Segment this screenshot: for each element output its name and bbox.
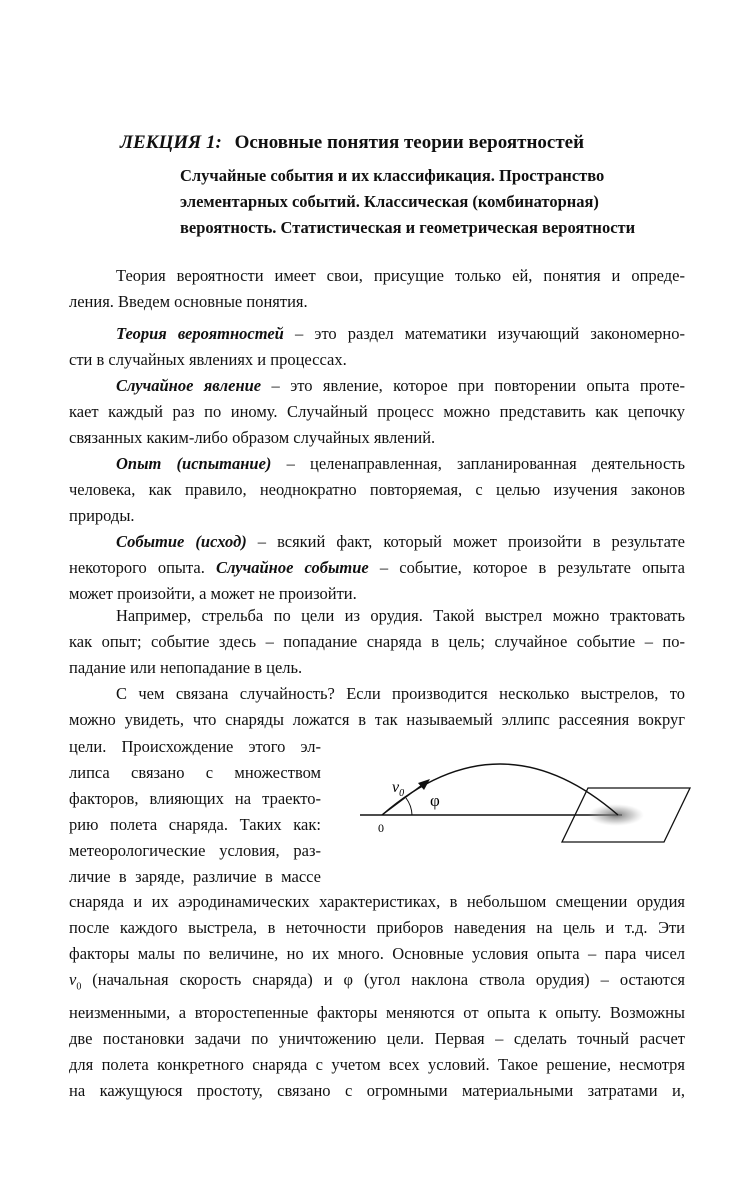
text-line: после каждого выстрела, в неточности приборов наведения на цель и т.д. Эти xyxy=(69,917,685,937)
text-line: падание или непопадание в цель. xyxy=(69,657,303,677)
trajectory-figure xyxy=(360,748,700,848)
text-line: может произойти, а может не произойти. xyxy=(69,583,357,603)
paragraph-intro xyxy=(69,263,685,315)
text-line: как опыт; событие здесь – попадание снаряда в цель; случайное событие – по- xyxy=(69,631,685,651)
paragraph-event xyxy=(69,529,685,607)
text-line: факторов, влияющих на траекто- xyxy=(69,789,321,808)
paragraph-probability-theory xyxy=(69,321,685,373)
trajectory-curve xyxy=(382,764,618,815)
text-line: цели. Происхождение этого эл- xyxy=(69,737,321,756)
text-line: Например, стрельба по цели из орудия. Такой выстрел можно трактовать xyxy=(116,606,685,625)
lecture-title: Основные понятия теории вероятностей xyxy=(234,132,585,153)
term-random-event: Случайное событие xyxy=(216,557,369,577)
text-line: Теория вероятности имеет свои, присущие только ей, понятия и опреде- xyxy=(116,266,685,285)
text-fragment: – это раздел математики изучающий закономерно- xyxy=(283,324,685,343)
velocity-symbol: v xyxy=(69,969,77,989)
paragraph-experiment xyxy=(69,451,685,529)
lecture-subheading xyxy=(180,163,700,241)
text-line: две постановки задачи по уничтожению цели. Первая – сделать точный расчет xyxy=(69,1028,685,1048)
term-probability-theory: Теория вероятностей xyxy=(116,324,284,343)
text-fragment: – это явление, которое при повторении опыта проте- xyxy=(261,376,685,395)
origin-label: 0 xyxy=(378,821,384,835)
text-line: факторы малы по величине, но их много. Основные условия опыта – пара чисел xyxy=(69,943,685,963)
velocity-label: $v_0$ xyxy=(392,779,405,799)
text-line: природы. xyxy=(69,505,135,525)
subheading-line: вероятность. Статистическая и геометрическая вероятности xyxy=(180,218,636,237)
text-line: липса связано с множеством xyxy=(69,763,321,782)
text-fragment: – всякий факт, который может произойти в результате xyxy=(246,532,685,551)
angle-arc xyxy=(406,798,412,815)
dispersion-ellipse xyxy=(588,804,644,826)
text-line: неизменными, а второстепенные факторы меняются от опыта к опыту. Возможны xyxy=(69,1002,685,1022)
text-line: личие в заряде, различие в массе xyxy=(69,867,321,886)
text-line: кает каждый раз по иному. Случайный процесс можно представить как цепочку xyxy=(69,401,685,421)
text-line: метеорологические условия, раз- xyxy=(69,841,321,860)
paragraph-example xyxy=(69,603,685,681)
paragraph-randomness xyxy=(69,681,685,733)
lecture-heading xyxy=(120,132,720,154)
text-fragment: (начальная скорость снаряда) и xyxy=(81,969,344,989)
paragraph-factors xyxy=(69,889,685,1104)
text-fragment: некоторого опыта. xyxy=(69,557,217,577)
text-line: С чем связана случайность? Если производится несколько выстрелов, то xyxy=(116,684,685,703)
text-line xyxy=(69,451,685,477)
text-line: человека, как правило, неоднократно повторяемая, с целью изучения законов xyxy=(69,479,685,499)
text-line xyxy=(69,529,685,555)
term-event: Событие (исход) xyxy=(116,532,247,551)
text-fragment: – событие, которое в результате опыта xyxy=(368,557,685,577)
text-line: ления. Введем основные понятия. xyxy=(69,291,308,311)
text-line: рию полета снаряда. Таких как: xyxy=(69,815,321,834)
text-line: для полета конкретного снаряда с учетом всех условий. Такое решение, несмотря xyxy=(69,1054,685,1074)
angle-symbol: φ xyxy=(343,969,354,989)
paragraph-random-phenomenon xyxy=(69,373,685,451)
velocity-subscript: 0 xyxy=(76,981,82,993)
text-line: на кажущуюся простоту, связано с огромными материальными затратами и, xyxy=(69,1080,685,1100)
term-experiment: Опыт (испытание) xyxy=(116,454,272,473)
angle-label: φ xyxy=(430,791,440,810)
subheading-line: элементарных событий. Классическая (комбинаторная) xyxy=(180,192,599,211)
term-random-phenomenon: Случайное явление xyxy=(116,376,262,395)
text-line xyxy=(69,321,685,347)
text-line xyxy=(69,967,685,1000)
subheading-line: Случайные события и их классификация. Пространство xyxy=(180,166,605,185)
text-line: снаряда и их аэродинамических характеристиках, в небольшом смещении орудия xyxy=(69,892,685,911)
text-line xyxy=(69,555,685,581)
lecture-label: ЛЕКЦИЯ 1: xyxy=(120,132,222,153)
text-line: связанных каким-либо образом случайных явлений. xyxy=(69,427,436,447)
text-line xyxy=(69,373,685,399)
text-fragment: (угол наклона ствола орудия) – остаются xyxy=(353,969,686,989)
text-fragment: – целенаправленная, запланированная деятельность xyxy=(271,454,686,473)
text-line: сти в случайных явлениях и процессах. xyxy=(69,349,347,369)
text-column-beside-figure xyxy=(69,734,321,890)
text-line: можно увидеть, что снаряды ложатся в так называемый эллипс рассеяния вокруг xyxy=(69,709,685,729)
